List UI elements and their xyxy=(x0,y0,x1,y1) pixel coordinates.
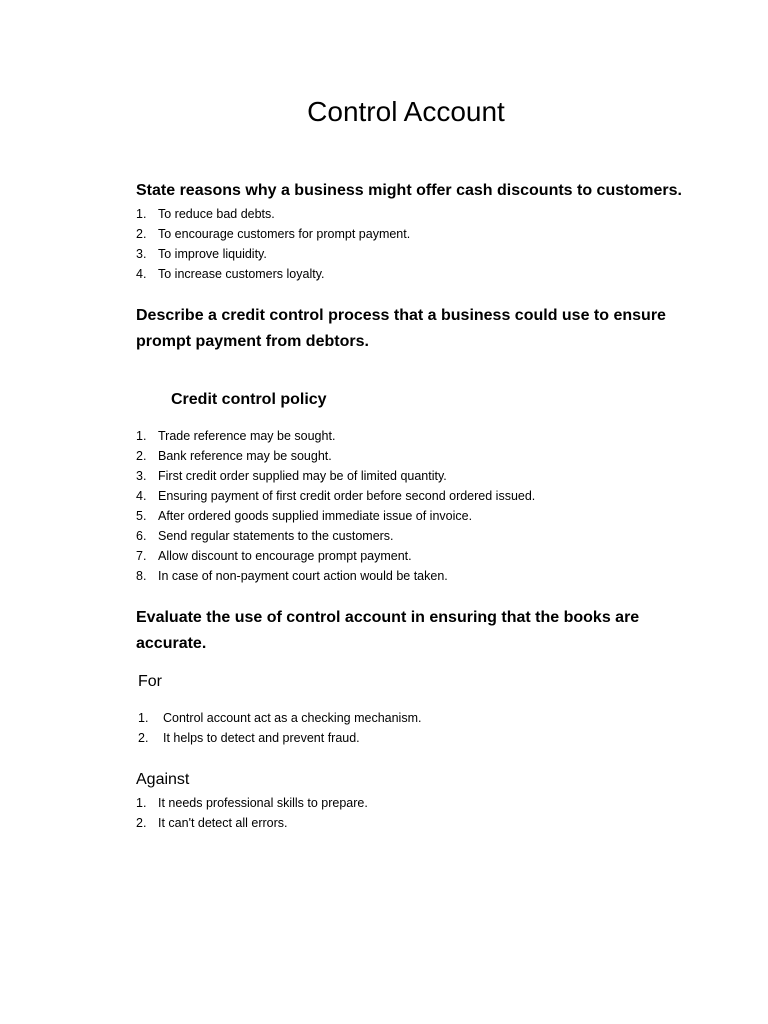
list-item xyxy=(136,446,535,466)
list-text: To increase customers loyalty. xyxy=(158,267,325,281)
list-text: Allow discount to encourage prompt payment. xyxy=(158,549,412,563)
list-number: 4. xyxy=(136,267,147,281)
list-text: Control account act as a checking mechanism. xyxy=(163,711,422,725)
for-list xyxy=(138,708,421,748)
list-text: To reduce bad debts. xyxy=(158,207,275,221)
credit-control-policy-list xyxy=(136,426,535,586)
credit-control-policy-heading: Credit control policy xyxy=(171,391,327,408)
list-text: First credit order supplied may be of limited quantity. xyxy=(158,469,447,483)
list-text: Ensuring payment of first credit order before second ordered issued. xyxy=(158,489,536,503)
list-text: Bank reference may be sought. xyxy=(158,449,332,463)
list-item xyxy=(136,486,535,506)
question-credit-control-line2: prompt payment from debtors. xyxy=(136,333,369,350)
list-number: 8. xyxy=(136,569,147,583)
list-item xyxy=(136,566,535,586)
list-item xyxy=(136,204,410,224)
list-text: To encourage customers for prompt payment. xyxy=(158,227,411,241)
list-item xyxy=(136,466,535,486)
question-credit-control-line1: Describe a credit control process that a business could use to ensure xyxy=(136,307,666,324)
list-number: 1. xyxy=(136,796,147,810)
list-number: 5. xyxy=(136,509,147,523)
against-heading: Against xyxy=(136,771,190,788)
list-item xyxy=(138,708,421,728)
list-item xyxy=(136,426,535,446)
list-item xyxy=(136,506,535,526)
question-cash-discounts: State reasons why a business might offer cash discounts to customers. xyxy=(136,182,682,199)
list-number: 4. xyxy=(136,489,147,503)
list-text: To improve liquidity. xyxy=(158,247,267,261)
list-item xyxy=(136,546,535,566)
list-text: Trade reference may be sought. xyxy=(158,429,336,443)
list-text: It needs professional skills to prepare. xyxy=(158,796,368,810)
list-item xyxy=(138,728,421,748)
list-text: Send regular statements to the customers. xyxy=(158,529,394,543)
list-text: It can't detect all errors. xyxy=(158,816,288,830)
list-number: 7. xyxy=(136,549,147,563)
list-item xyxy=(136,224,410,244)
list-number: 6. xyxy=(136,529,147,543)
against-list xyxy=(136,793,368,833)
for-heading: For xyxy=(138,673,162,690)
list-item xyxy=(136,244,410,264)
list-number: 2. xyxy=(138,731,149,745)
list-number: 2. xyxy=(136,227,147,241)
list-number: 3. xyxy=(136,247,147,261)
cash-discount-reasons-list xyxy=(136,204,410,284)
list-number: 2. xyxy=(136,449,147,463)
list-number: 1. xyxy=(138,711,149,725)
list-text: It helps to detect and prevent fraud. xyxy=(163,731,360,745)
page-title: Control Account xyxy=(307,96,505,127)
list-number: 3. xyxy=(136,469,147,483)
question-evaluate-line2: accurate. xyxy=(136,635,207,652)
list-item xyxy=(136,793,368,813)
list-number: 1. xyxy=(136,207,147,221)
list-item xyxy=(136,526,535,546)
list-text: In case of non-payment court action would be taken. xyxy=(158,569,448,583)
list-number: 1. xyxy=(136,429,147,443)
list-text: After ordered goods supplied immediate issue of invoice. xyxy=(158,509,473,523)
list-item xyxy=(136,264,410,284)
list-number: 2. xyxy=(136,816,147,830)
question-evaluate-line1: Evaluate the use of control account in ensuring that the books are xyxy=(136,609,640,626)
list-item xyxy=(136,813,368,833)
